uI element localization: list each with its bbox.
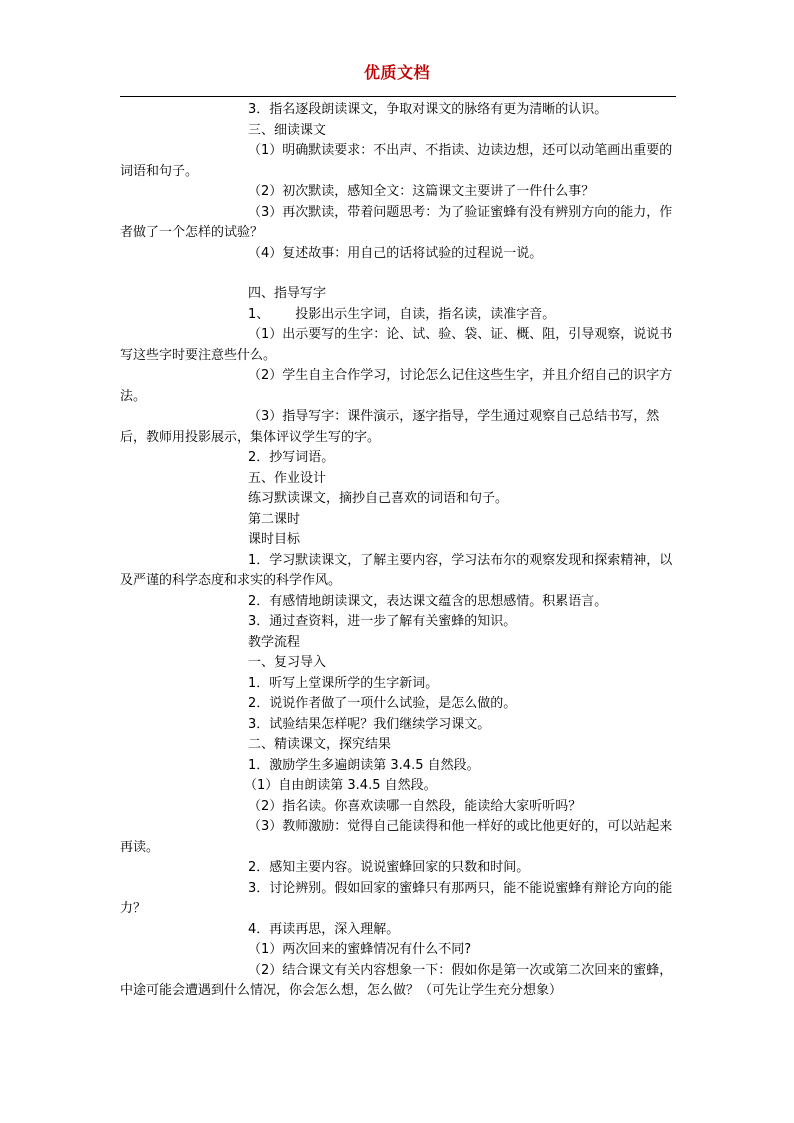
item-number: 1、 xyxy=(248,306,270,322)
paragraph: 1．听写上堂课所学的生字新词。 xyxy=(248,675,439,691)
paragraph: 2．抄写词语。 xyxy=(248,450,335,465)
section-heading: 一、复习导入 xyxy=(248,655,327,670)
paragraph: （3）教师激励：觉得自己能读得和他一样好的或比他更好的，可以站起来再读。 xyxy=(120,819,673,855)
paragraph: （2）结合课文有关内容想象一下：假如你是第一次或第二次回来的蜜蜂，中途可能会遭遇到什么情况，你会怎么想，怎么做？（可先让学生充分想象） xyxy=(120,962,673,998)
blank-line xyxy=(120,264,676,284)
paragraph: 1．学习默读课文，了解主要内容，学习法布尔的观察发现和探索精神，以及严谨的科学态度和求实的科学作风。 xyxy=(120,552,673,588)
paragraph: 3．试验结果怎样呢？我们继续学习课文。 xyxy=(248,716,491,732)
paragraph: 4．再读再思，深入理解。 xyxy=(248,921,400,937)
paragraph: 2．有感情地朗读课文，表达课文蕴含的思想感情。积累语言。 xyxy=(248,593,608,609)
document-header-title: 优质文档 xyxy=(363,63,430,82)
section-heading: 二、精读课文，探究结果 xyxy=(248,737,392,752)
paragraph: （1）两次回来的蜜蜂情况有什么不同? xyxy=(248,942,472,957)
numbered-item xyxy=(120,305,676,326)
item-text: 投影出示生字词，自读，指名读，读准字音。 xyxy=(295,306,556,322)
paragraph: （3）再次默读，带着问题思考：为了验证蜜蜂有没有辨别方向的能力，作者做了一个怎样的试验？ xyxy=(120,204,673,240)
paragraph: （1）出示要写的生字：论、试、验、袋、证、概、阻，引导观察，说说书写这些字时要注意些什么。 xyxy=(120,327,673,363)
section-heading: 五、作业设计 xyxy=(248,470,327,486)
paragraph: （2）学生自主合作学习，讨论怎么记住这些生字，并且介绍自己的识字方法。 xyxy=(120,368,673,404)
header-divider xyxy=(120,96,676,97)
paragraph: （2）初次默读，感知全文：这篇课文主要讲了一件什么事？ xyxy=(248,184,595,199)
section-heading: 教学流程 xyxy=(248,634,301,650)
paragraph: （1）自由朗读第 3.4.5 自然段。 xyxy=(244,778,437,793)
section-heading: 四、指导写字 xyxy=(248,286,327,301)
paragraph: 2．感知主要内容。说说蜜蜂回家的只数和时间。 xyxy=(248,860,530,875)
paragraph: 2．说说作者做了一项什么试验，是怎么做的。 xyxy=(248,696,517,711)
paragraph: 1．激励学生多遍朗读第 3.4.5 自然段。 xyxy=(248,757,480,773)
paragraph: （4）复述故事：用自己的话将试验的过程说一说。 xyxy=(248,245,543,261)
paragraph: 练习默读课文，摘抄自己喜欢的词语和句子。 xyxy=(248,491,509,506)
paragraph: （3）指导写字：课件演示，逐字指导，学生通过观察自己总结书写，然后，教师用投影展示，集体评议学生写的字。 xyxy=(120,409,660,445)
paragraph: 3．通过查资料，进一步了解有关蜜蜂的知识。 xyxy=(248,614,517,629)
paragraph: 3．指名逐段朗读课文，争取对课文的脉络有更为清晰的认识。 xyxy=(248,102,608,117)
section-heading: 课时目标 xyxy=(248,532,301,547)
paragraph: （1）明确默读要求：不出声、不指读、边读边想，还可以动笔画出重要的词语和句子。 xyxy=(120,143,673,179)
paragraph: 3．讨论辨别。假如回家的蜜蜂只有那两只，能不能说蜜蜂有辩论方向的能力？ xyxy=(120,880,673,916)
paragraph: （2）指名读。你喜欢读哪一自然段，能读给大家听听吗？ xyxy=(248,798,582,814)
section-heading: 第二课时 xyxy=(248,511,301,527)
document-body xyxy=(120,100,676,1002)
section-heading: 三、细读课文 xyxy=(248,122,327,138)
